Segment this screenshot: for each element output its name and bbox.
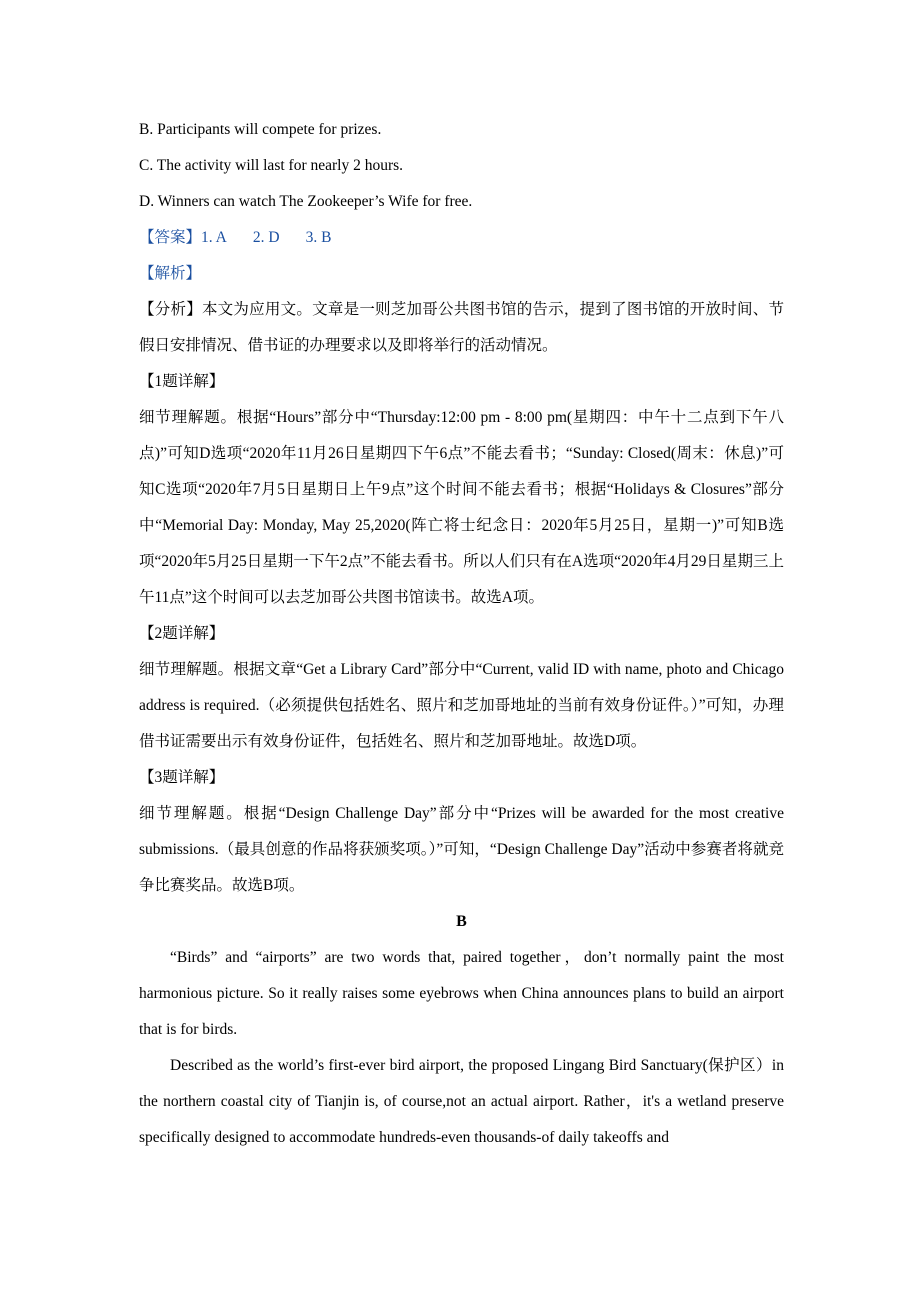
passage-paragraph-2: Described as the world’s first-ever bird airport, the proposed Lingang Bird Sanctuary(保护区）in the northern coastal city of Tianjin is, of course,not an actual airport. Rather，it's a wetland preserve specifically designed to accommodate hundreds-even thousands-of daily takeoffs and	[139, 1057, 784, 1146]
q2-body: 细节理解题。根据文章“Get a Library Card”部分中“Current, valid ID with name, photo and Chicago address is required.（必须提供包括姓名、照片和芝加哥地址的当前有效身份证件。）”可知，办理借书证需要出示有效身份证件，包括姓名、照片和芝加哥地址。故选D项。	[139, 661, 784, 750]
answer-line	[139, 220, 784, 256]
q2-heading: 【2题详解】	[139, 625, 225, 642]
passage-paragraph-1: “Birds” and “airports” are two words that, paired together，don’t normally paint the most harmonious picture. So it really raises some eyebrows when China announces plans to build an airport that is for birds.	[139, 949, 784, 1038]
section-b-title: B	[456, 913, 467, 930]
analysis-summary: 【分析】本文为应用文。文章是一则芝加哥公共图书馆的告示，提到了图书馆的开放时间、节假日安排情况、借书证的办理要求以及即将举行的活动情况。	[139, 301, 784, 354]
q1-body: 细节理解题。根据“Hours”部分中“Thursday:12:00 pm - 8:00 pm(星期四：中午十二点到下午八点)”可知D选项“2020年11月26日星期四下午6点”不能去看书；“Sunday: Closed(周末：休息)”可知C选项“2020年7月5日星期日上午9点”这个时间不能去看书；根据“Holidays & Closures”部分中“Memorial Day: Monday, May 25,2020(阵亡将士纪念日：2020年5月25日，星期一)”可知B选项“2020年5月25日星期一下午2点”不能去看书。所以人们只有在A选项“2020年4月29日星期三上午11点”这个时间可以去芝加哥公共图书馆读书。故选A项。	[139, 409, 784, 606]
option-b: B. Participants will compete for prizes.	[139, 121, 382, 138]
answer-item: 2. D	[252, 229, 280, 246]
answer-item: 1. A	[201, 229, 227, 246]
answer-values	[201, 229, 331, 246]
q3-heading: 【3题详解】	[139, 769, 225, 786]
q3-body: 细节理解题。根据“Design Challenge Day”部分中“Prizes will be awarded for the most creative submissions.（最具创意的作品将获颁奖项。）”可知，“Design Challenge Day”活动中参赛者将就竞争比赛奖品。故选B项。	[139, 805, 784, 894]
answer-item: 3. B	[305, 229, 332, 246]
answer-tag: 【答案】	[139, 229, 202, 246]
analysis-tag: 【解析】	[139, 265, 202, 282]
q1-heading: 【1题详解】	[139, 373, 225, 390]
document-page	[139, 112, 784, 1156]
option-d: D. Winners can watch The Zookeeper’s Wife for free.	[139, 193, 473, 210]
option-c: C. The activity will last for nearly 2 hours.	[139, 157, 404, 174]
